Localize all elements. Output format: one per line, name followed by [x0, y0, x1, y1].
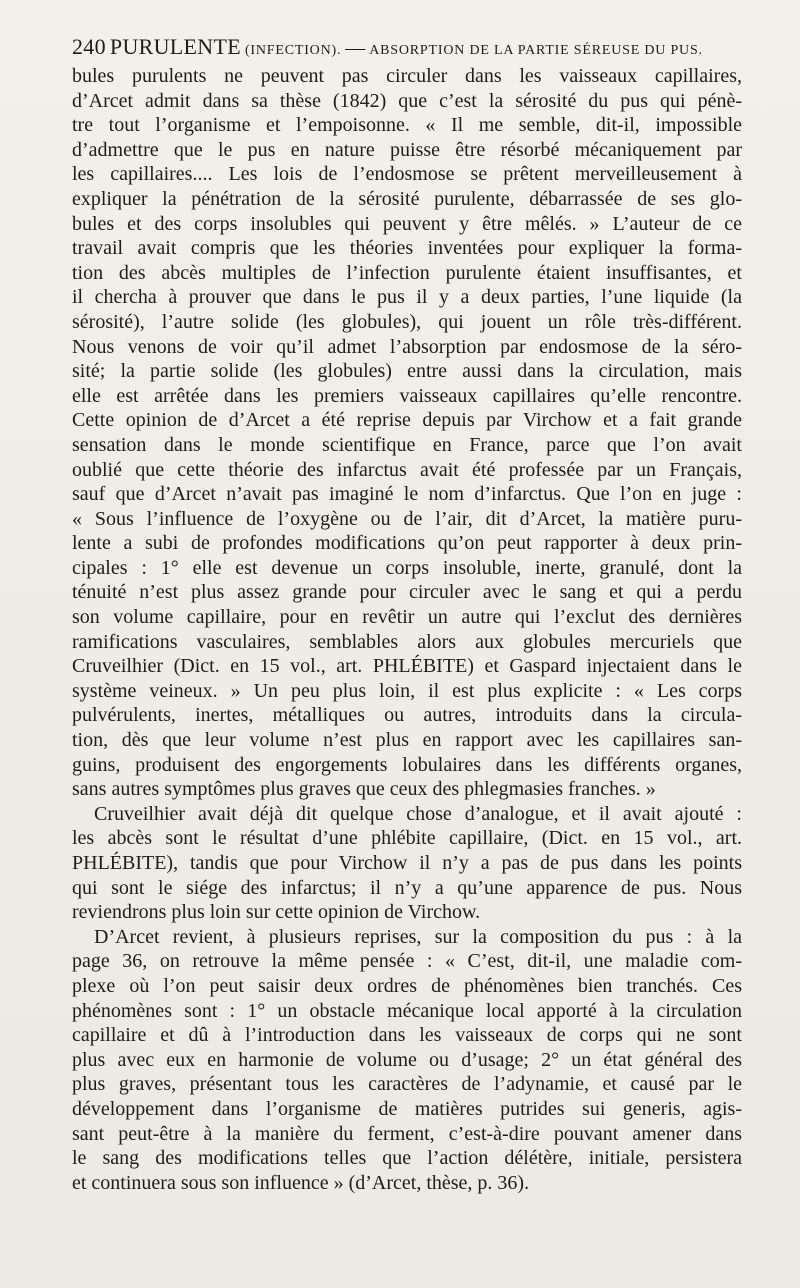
- text-line: il chercha à prouver que dans le pus il y a deux parties, l’une liquide (la: [72, 286, 742, 309]
- text-line: sauf que d’Arcet n’avait pas imaginé le nom d’infarctus. Que l’on en juge :: [72, 483, 742, 506]
- text-line: Cruveilhier (Dict. en 15 vol., art. PHLÉBITE) et Gaspard injectaient dans le: [72, 655, 742, 678]
- text-line: plus avec eux en harmonie de volume ou d’usage; 2° un état général des: [72, 1048, 742, 1071]
- text-line: « Sous l’influence de l’oxygène ou de l’air, dit d’Arcet, la matière puru-: [72, 507, 742, 530]
- text-line: les capillaires.... Les lois de l’endosmose se prêtent merveilleusement à: [72, 163, 742, 186]
- text-line: bules et des corps insolubles qui peuvent y être mêlés. » L’auteur de ce: [72, 212, 742, 235]
- text-line: d’Arcet admit dans sa thèse (1842) que c’est la sérosité du pus qui pénè-: [72, 89, 742, 112]
- header-subtitle: (INFECTION).: [244, 43, 342, 58]
- text-line: ténuité n’est plus assez grande pour circuler avec le sang et qui a perdu: [72, 581, 742, 604]
- text-line: tion des abcès multiples de l’infection purulente étaient insuffisantes, et: [72, 261, 742, 284]
- text-line: ramifications vasculaires, semblables alors aux globules mercuriels que: [72, 630, 742, 653]
- text-line: reviendrons plus loin sur cette opinion de Virchow.: [72, 901, 481, 924]
- text-line: son volume capillaire, pour en revêtir un autre qui l’exclut des dernières: [72, 606, 742, 629]
- text-line: système veineux. » Un peu plus loin, il est plus explicite : « Les corps: [72, 679, 742, 702]
- text-line: pulvérulents, inertes, métalliques ou autres, introduits dans la circula-: [72, 704, 742, 727]
- text-line: Cruveilhier avait déjà dit quelque chose d’analogue, et il avait ajouté :: [94, 802, 742, 825]
- text-line: Cette opinion de d’Arcet a été reprise depuis par Virchow et a fait grande: [72, 409, 742, 432]
- text-line: le sang des modifications telles que l’action délétère, initiale, persistera: [72, 1147, 742, 1170]
- text-line: d’admettre que le pus en nature puisse être résorbé mécaniquement par: [72, 138, 742, 161]
- text-line: PHLÉBITE), tandis que pour Virchow il n’y a pas de pus dans les points: [72, 852, 742, 874]
- text-line: Nous venons de voir qu’il admet l’absorption par endosmose de la séro-: [72, 335, 742, 358]
- text-line: capillaire et dû à l’introduction dans les vaisseaux de corps qui ne sont: [72, 1024, 742, 1047]
- text-line: tion, dès que leur volume n’est plus en rapport avec les capillaires san-: [72, 729, 742, 752]
- body-text: [72, 64, 742, 1195]
- text-line: sité; la partie solide (les globules) entre aussi dans la circulation, mais: [72, 360, 742, 383]
- page-number: 240: [72, 34, 106, 59]
- text-line: cipales : 1° elle est devenue un corps insoluble, inerte, granulé, dont la: [72, 556, 742, 579]
- text-line: qui sont le siége des infarctus; il n’y a qu’une apparence de pus. Nous: [72, 876, 742, 899]
- text-line: sant peut-être à la manière du ferment, c’est-à-dire pouvant amener dans: [72, 1122, 742, 1145]
- running-header: [72, 34, 742, 60]
- header-section: ABSORPTION DE LA PARTIE SÉREUSE DU PUS.: [369, 43, 703, 58]
- text-line: oublié que cette théorie des infarctus avait été professée par un Français,: [72, 458, 742, 481]
- text-line: les abcès sont le résultat d’une phlébite capillaire, (Dict. en 15 vol., art.: [72, 827, 742, 850]
- text-line: expliquer la pénétration de la sérosité purulente, débarrassée de ses glo-: [72, 187, 742, 210]
- text-line: plus graves, présentant tous les caractères de l’adynamie, et causé par le: [72, 1073, 742, 1096]
- text-line: elle est arrêtée dans les premiers vaisseaux capillaires qu’elle rencontre.: [72, 384, 742, 407]
- header-title: PURULENTE: [109, 34, 241, 59]
- text-line: page 36, on retrouve la même pensée : « C’est, dit-il, une maladie com-: [72, 950, 742, 973]
- text-line: bules purulents ne peuvent pas circuler dans les vaisseaux capillaires,: [72, 65, 742, 87]
- header-separator: —: [345, 37, 366, 59]
- text-line: phénomènes sont : 1° un obstacle mécanique local apporté à la circulation: [72, 999, 742, 1022]
- text-line: plexe où l’on peut saisir deux ordres de phénomènes bien tranchés. Ces: [72, 974, 742, 997]
- text-line: sérosité), l’autre solide (les globules), qui jouent un rôle très-différent.: [72, 310, 742, 333]
- text-line: lente a subi de profondes modifications qu’on peut rapporter à deux prin-: [72, 532, 742, 555]
- text-line: guins, produisent des engorgements lobulaires dans les différents organes,: [72, 753, 742, 776]
- text-line: travail avait compris que les théories inventées pour expliquer la forma-: [72, 237, 742, 260]
- text-line: sans autres symptômes plus graves que ceux des phlegmasies franches. »: [72, 778, 656, 801]
- text-line: D’Arcet revient, à plusieurs reprises, sur la composition du pus : à la: [94, 925, 742, 948]
- text-line: développement dans l’organisme de matières putrides sui generis, agis-: [72, 1097, 742, 1120]
- text-line: sensation dans le monde scientifique en France, parce que l’on avait: [72, 433, 742, 456]
- text-line: et continuera sous son influence » (d’Arcet, thèse, p. 36).: [72, 1171, 530, 1194]
- text-line: tre tout l’organisme et l’empoisonne. « Il me semble, dit-il, impossible: [72, 114, 742, 137]
